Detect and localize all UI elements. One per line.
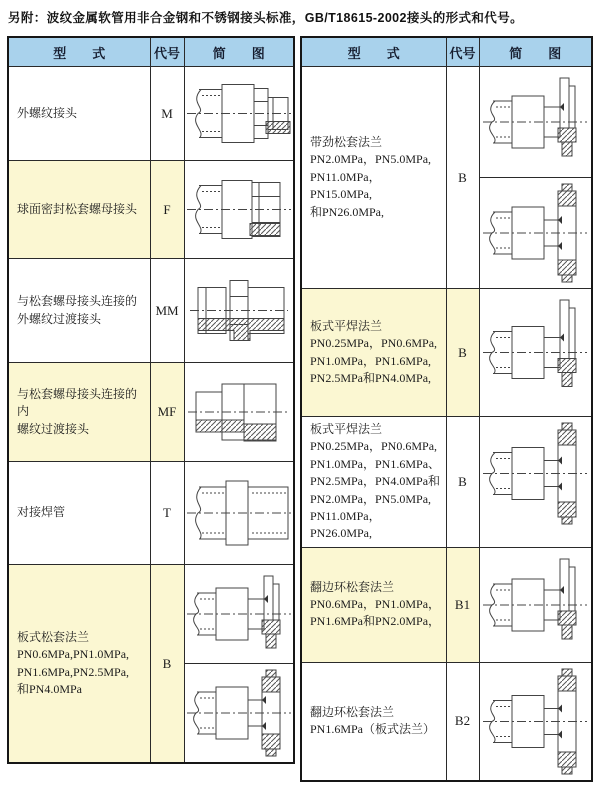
header-row [8, 37, 294, 67]
fitting-type-line: PN0.6MPa，PN1.0MPa， [310, 597, 441, 612]
fitting-type-line: 外螺纹过渡接头 [17, 311, 102, 326]
fitting-type-line: PN2.5MPa，PN4.0MPa和 [310, 474, 441, 489]
column-header-type: 型 式 [301, 37, 446, 67]
fitting-type-line: PN1.6MPa（板式法兰） [310, 722, 436, 737]
fitting-type-line: PN1.0MPa，PN1.6MPa、 [310, 456, 441, 471]
fitting-type-line: 和PN4.0MPa [17, 681, 83, 696]
fitting-type-cell [301, 289, 446, 417]
diagram-subcell [185, 161, 294, 258]
diagram-subcell [480, 67, 592, 177]
diagram-subcell [480, 177, 592, 288]
plate-weld-flange-section-diagram [482, 420, 588, 527]
table-row [301, 67, 592, 289]
fitting-type-cell [301, 67, 446, 289]
fitting-code-cell: B [446, 67, 479, 289]
loose-plate-flange-section-diagram [186, 667, 292, 759]
table-row [8, 565, 294, 764]
neck-loose-flange-diagram [482, 70, 588, 174]
fitting-type-line: 板式平焊法兰 [310, 422, 383, 436]
fitting-type-line: PN0.25MPa，PN0.6MPa, [310, 336, 438, 351]
fitting-type-line: PN0.6MPa,PN1.0MPa, [17, 647, 130, 662]
fitting-code-cell: B [446, 417, 479, 548]
neck-loose-flange-section-diagram [482, 181, 588, 285]
fitting-diagram-cell [479, 547, 592, 662]
fitting-type-cell [8, 565, 150, 764]
fitting-code-cell: B [150, 565, 184, 764]
diagram-subcell [480, 548, 592, 662]
diagram-subcell [185, 462, 294, 564]
diagram-subcell [480, 417, 592, 530]
fitting-diagram-cell [184, 67, 294, 161]
column-header-diagram: 简 图 [184, 37, 294, 67]
diagram-subcell [480, 289, 592, 416]
fitting-diagram-cell [479, 662, 592, 781]
fitting-type-cell [8, 67, 150, 161]
table-row [8, 161, 294, 259]
fitting-table-right [300, 36, 593, 782]
diagram-stack [480, 663, 592, 780]
table-row [8, 259, 294, 363]
fitting-code-cell: F [150, 161, 184, 259]
diagram-stack [480, 548, 592, 662]
fitting-diagram-cell [479, 289, 592, 417]
diagram-subcell [480, 663, 592, 780]
table-header [301, 37, 592, 67]
fitting-type-line: 翻边环松套法兰 [310, 704, 395, 719]
fitting-type-cell [8, 161, 150, 259]
fitting-type-line: 和PN26.0MPa, [310, 204, 385, 219]
fitting-code-cell: MF [150, 363, 184, 462]
fitting-type-line: PN0.25MPa，PN0.6MPa, [310, 439, 438, 454]
swivel-male-fitting-diagram [186, 70, 292, 157]
fitting-type-line: 带劲松套法兰 [310, 135, 383, 150]
diagram-stack [480, 417, 592, 530]
fitting-type-cell [8, 259, 150, 363]
fitting-type-line: PN11.0MPa，PN15.0MPa, [310, 169, 381, 202]
fitting-type-cell [8, 462, 150, 565]
fitting-code-cell: B [446, 289, 479, 417]
diagram-subcell [185, 259, 294, 362]
fitting-type-line: 板式平焊法兰 [310, 318, 383, 333]
fitting-type-line: 对接焊管 [17, 505, 66, 520]
column-header-diagram: 简 图 [479, 37, 592, 67]
fitting-code-cell: MM [150, 259, 184, 363]
fitting-table-left [7, 36, 295, 764]
fitting-type-cell [301, 417, 446, 548]
fitting-type-cell [301, 547, 446, 662]
fitting-diagram-cell [184, 565, 294, 764]
fitting-diagram-cell [479, 417, 592, 548]
swivel-nut-fitting-diagram [186, 164, 292, 255]
fitting-type-line: PN2.0MPa，PN5.0MPa, [310, 152, 432, 167]
diagram-subcell [185, 663, 294, 762]
fitting-type-line: PN1.6MPa和PN2.0MPa， [310, 614, 441, 629]
table-row [8, 363, 294, 462]
fitting-code-cell: B1 [446, 547, 479, 662]
column-header-code: 代号 [446, 37, 479, 67]
table-row [301, 662, 592, 781]
fitting-type-line: 球面密封松套螺母接头 [17, 201, 138, 216]
column-header-type: 型 式 [8, 37, 150, 67]
tables-container [7, 36, 593, 782]
fitting-code-cell: T [150, 462, 184, 565]
diagram-stack [480, 289, 592, 416]
fitting-code-cell: B2 [446, 662, 479, 781]
table-header [8, 37, 294, 67]
diagram-stack [185, 565, 294, 762]
table-row [301, 547, 592, 662]
table-row [8, 462, 294, 565]
page-title: 另附：波纹金属软管用非合金钢和不锈钢接头标准，GB/T18615-2002接头的形式和代号。 [8, 11, 523, 25]
fitting-type-line: PN1.6MPa,PN2.5MPa, [17, 664, 130, 679]
fitting-type-line: PN2.5MPa和PN4.0MPa, [310, 370, 432, 385]
table-row [301, 289, 592, 417]
plate-weld-flange-diagram [482, 292, 588, 413]
diagram-subcell [185, 565, 294, 663]
fitting-type-cell [8, 363, 150, 462]
header-row [301, 37, 592, 67]
flanged-ring-loose-flange-diagram [482, 551, 588, 659]
diagram-stack [185, 259, 294, 362]
male-female-adapter-diagram [186, 366, 292, 458]
diagram-stack [185, 462, 294, 564]
fitting-diagram-cell [184, 462, 294, 565]
fitting-type-cell [301, 662, 446, 781]
fitting-diagram-cell [479, 67, 592, 289]
diagram-subcell [185, 363, 294, 461]
column-header-code: 代号 [150, 37, 184, 67]
fitting-type-line: 与松套螺母接头连接的内 [17, 386, 138, 419]
fitting-type-line: 翻边环松套法兰 [310, 579, 395, 594]
fitting-diagram-cell [184, 363, 294, 462]
diagram-stack [480, 67, 592, 288]
fitting-diagram-cell [184, 161, 294, 259]
fitting-type-line: 螺纹过渡接头 [17, 421, 90, 436]
fitting-code-cell: M [150, 67, 184, 161]
fitting-type-line: 板式松套法兰 [17, 629, 90, 644]
table-row [8, 67, 294, 161]
flanged-ring-plate-flange-diagram [482, 666, 588, 777]
butt-weld-pipe-diagram [186, 465, 292, 561]
table-row [301, 417, 592, 548]
loose-plate-flange-diagram [186, 568, 292, 660]
diagram-subcell [185, 67, 294, 160]
male-male-adapter-diagram [186, 262, 292, 359]
diagram-stack [185, 161, 294, 258]
fitting-diagram-cell [184, 259, 294, 363]
diagram-stack [185, 67, 294, 160]
diagram-stack [185, 363, 294, 461]
fitting-type-line: PN1.0MPa，PN1.6MPa, [310, 353, 432, 368]
fitting-type-line: 外螺纹接头 [17, 105, 78, 120]
fitting-type-line: PN11.0MPa，PN26.0MPa, [310, 508, 381, 541]
fitting-type-line: PN2.0MPa，PN5.0MPa, [310, 491, 432, 506]
fitting-type-line: 与松套螺母接头连接的 [17, 294, 138, 309]
